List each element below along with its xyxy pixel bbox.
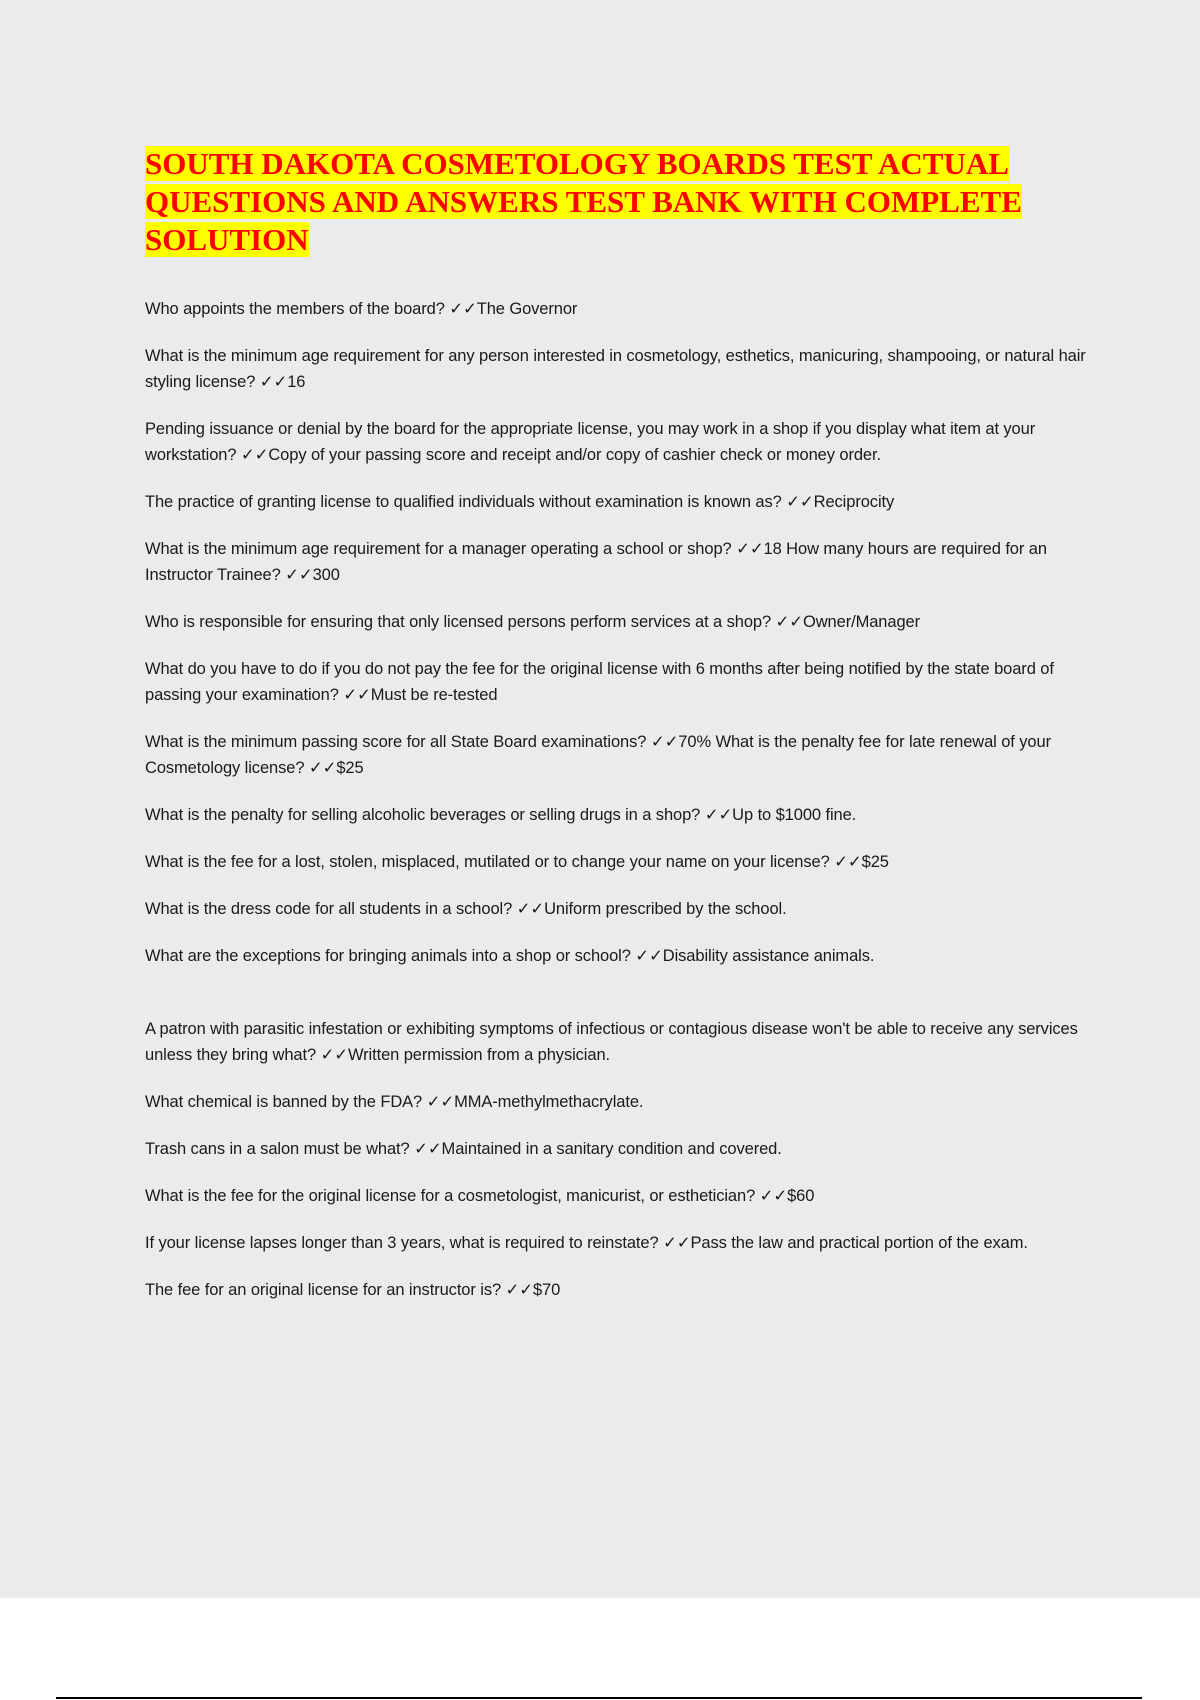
qa-item: What is the fee for the original license for a cosmetologist, manicurist, or esthetician? ✓✓$60 [145,1187,815,1205]
qa-item: Pending issuance or denial by the board for the appropriate license, you may work in a shop if you display what item at your workstation? ✓✓Copy of your passing score and receipt and/or copy of cashier check or money order. [145,420,1036,464]
bottom-divider [56,1697,1142,1699]
qa-item: What is the minimum age requirement for a manager operating a school or shop? ✓✓18 How many hours are required for an Instructor Trainee? ✓✓300 [145,540,1047,584]
qa-item: Who appoints the members of the board? ✓✓The Governor [145,300,578,318]
qa-item: What is the penalty for selling alcoholic beverages or selling drugs in a shop? ✓✓Up to $1000 fine. [145,806,857,824]
qa-item: What is the dress code for all students in a school? ✓✓Uniform prescribed by the school. [145,900,787,918]
qa-item: What do you have to do if you do not pay the fee for the original license with 6 months after being notified by the state board of passing your examination? ✓✓Must be re-tested [145,660,1054,704]
qa-item: A patron with parasitic infestation or exhibiting symptoms of infectious or contagious disease won't be able to receive any services unless they bring what? ✓✓Written permission from a physician. [145,1020,1078,1064]
qa-item: What is the minimum age requirement for any person interested in cosmetology, esthetics, manicuring, shampooing, or natural hair styling license? ✓✓16 [145,347,1086,391]
document-title-text: SOUTH DAKOTA COSMETOLOGY BOARDS TEST ACTUAL QUESTIONS AND ANSWERS TEST BANK WITH COMPLETE SOLUTION [145,146,1022,257]
document-title [145,145,1085,259]
qa-item: If your license lapses longer than 3 years, what is required to reinstate? ✓✓Pass the law and practical portion of the exam. [145,1234,1028,1252]
qa-item: What are the exceptions for bringing animals into a shop or school? ✓✓Disability assistance animals. [145,947,875,965]
qa-item: What is the fee for a lost, stolen, misplaced, mutilated or to change your name on your license? ✓✓$25 [145,853,889,871]
qa-item: Trash cans in a salon must be what? ✓✓Maintained in a sanitary condition and covered. [145,1140,782,1158]
qa-item: The fee for an original license for an instructor is? ✓✓$70 [145,1281,561,1299]
qa-item: The practice of granting license to qualified individuals without examination is known as? ✓✓Reciprocity [145,493,895,511]
qa-item: Who is responsible for ensuring that only licensed persons perform services at a shop? ✓✓Owner/Manager [145,613,920,631]
qa-item: What is the minimum passing score for all State Board examinations? ✓✓70% What is the penalty fee for late renewal of your Cosmetology license? ✓✓$25 [145,733,1051,777]
qa-item: What chemical is banned by the FDA? ✓✓MMA-methylmethacrylate. [145,1093,644,1111]
qa-list [145,296,1095,1324]
